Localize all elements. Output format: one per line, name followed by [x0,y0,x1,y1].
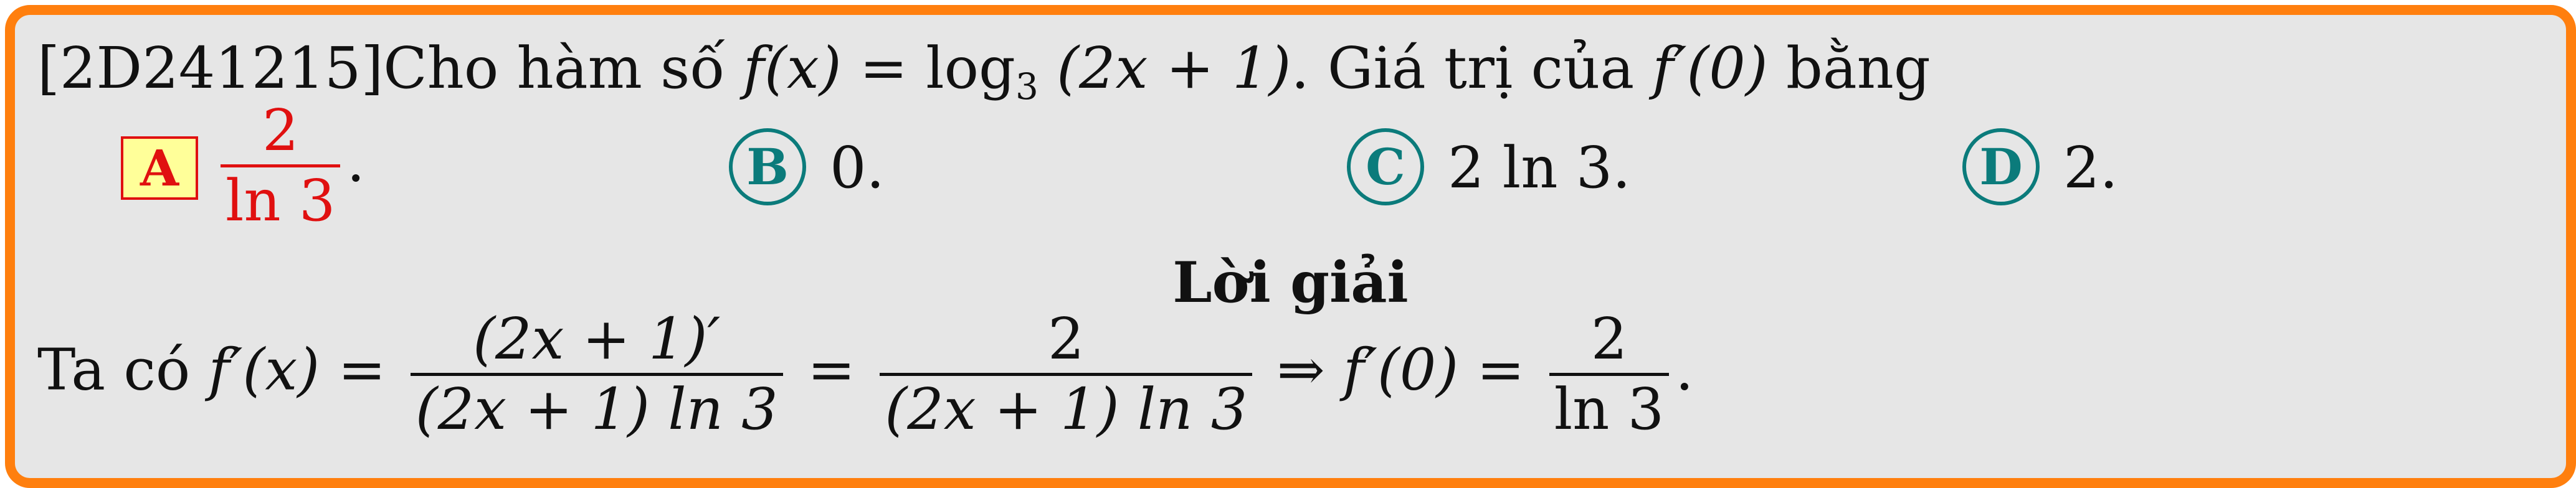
solution-fraction-2 [880,306,1252,443]
option-c-label[interactable]: C [1347,128,1424,205]
solution-line [37,306,1694,443]
question-ask-end: bằng [1785,35,1931,101]
fraction-1-denominator: (2x + 1) ln 3 [415,376,778,443]
option-a-fraction [221,97,340,234]
function-name: f(x) [743,35,842,101]
fraction-2-denominator: (2x + 1) ln 3 [885,376,1248,443]
log-argument: (2x + 1) [1057,35,1291,101]
question-ask: . Giá trị của [1291,35,1635,101]
equals-sign: = [859,35,908,101]
option-a-label[interactable]: A [121,136,198,200]
fraction-3-numerator: 2 [1549,311,1669,376]
option-b-label[interactable]: B [729,128,806,205]
solution-rhs: f′(0) = [1343,336,1525,403]
question-text: Cho hàm số [383,35,725,101]
option-a-numerator: 2 [221,102,340,167]
solution-period: . [1675,336,1694,403]
option-c-answer: 2 ln 3. [1448,134,1631,201]
fraction-3-denominator: ln 3 [1554,376,1665,443]
fraction-1-numerator: (2x + 1)′ [411,311,783,376]
solution-intro: Ta có [37,336,191,403]
option-a-period: . [346,128,365,195]
solution-fraction-3 [1549,306,1669,443]
log-symbol: log [926,35,1015,101]
question-line [37,35,1931,108]
option-d-label[interactable]: D [1962,128,2040,205]
question-code: [2D241215] [37,35,384,101]
log-base: 3 [1015,65,1038,108]
fraction-2-numerator: 2 [880,311,1252,376]
question-card [5,5,2576,488]
solution-equals: = [807,336,856,403]
option-a-denominator: ln 3 [226,167,336,234]
solution-fraction-1 [411,306,783,443]
solution-heading: Lời giải [1172,250,1409,316]
implies-arrow: ⇒ [1276,336,1325,403]
option-a-answer [214,97,365,234]
solution-lhs: f′(x) = [208,336,386,403]
option-b-answer: 0. [830,134,885,201]
option-d-answer: 2. [2063,134,2118,201]
derivative-expression: f′(0) [1652,35,1768,101]
